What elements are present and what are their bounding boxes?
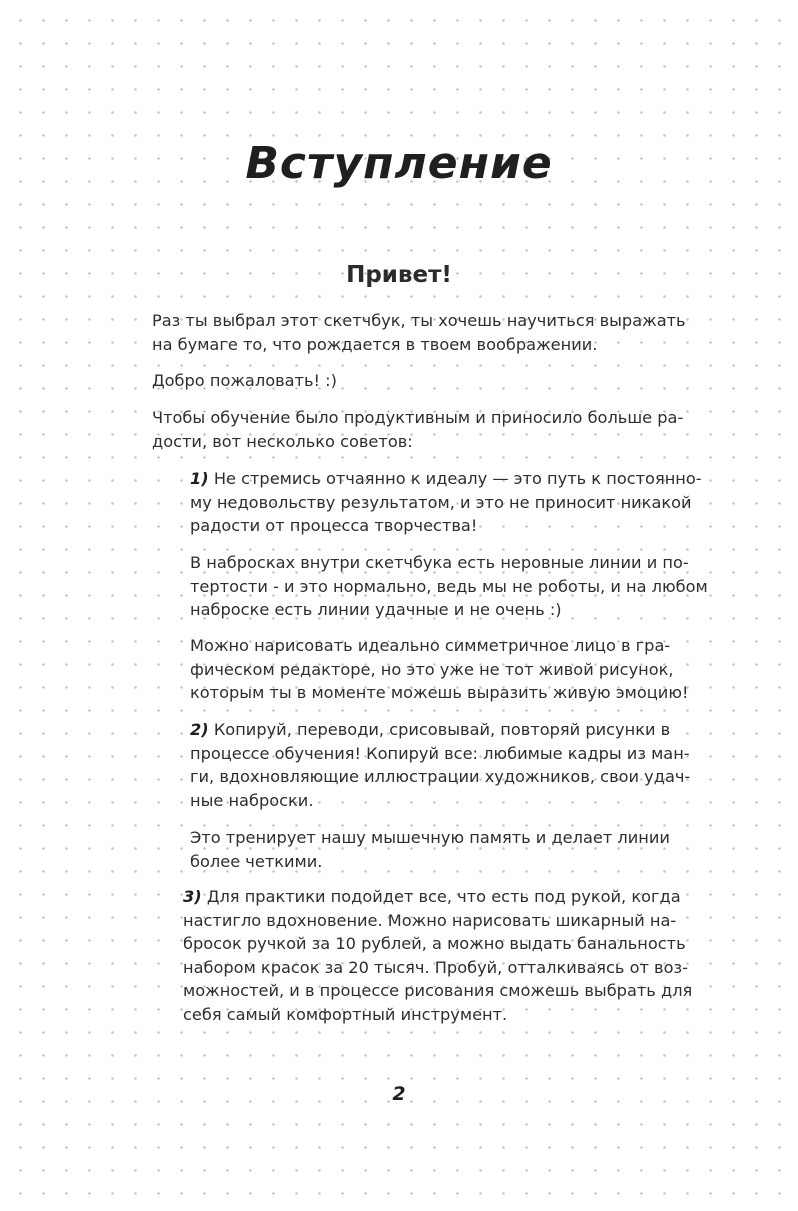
- text-line: Добро пожаловать! :): [152, 371, 337, 390]
- text-line: [190, 718, 690, 742]
- text-line: дости, вот несколько советов:: [152, 431, 413, 451]
- text-line: Чтобы обучение было продуктивным и приносило больше ра-: [152, 408, 684, 427]
- intro-paragraph-1: [152, 309, 686, 356]
- tip-2-number: 2): [190, 720, 209, 739]
- text-line: В набросках внутри скетчбука есть неровные линии и по-: [190, 553, 689, 572]
- text-line: радости от процесса творчества!: [190, 516, 478, 535]
- tip-1-paragraph-1: [190, 467, 702, 538]
- tip-1-paragraph-2: [190, 551, 708, 622]
- intro-paragraph-3: [152, 406, 683, 453]
- page-number: 2: [392, 1083, 406, 1105]
- text-line: му недовольству результатом, и это не приносит никакой: [190, 492, 692, 512]
- text-line: [190, 467, 702, 491]
- text-line: Раз ты выбрал этот скетчбук, ты хочешь научиться выражать: [152, 311, 686, 330]
- text-line: фическом редакторе, но это уже не тот живой рисунок,: [190, 659, 674, 679]
- tip-3-text: Для практики подойдет все, что есть под рукой, когда: [201, 887, 681, 906]
- tip-1-paragraph-3: [190, 634, 688, 705]
- tip-2-text: Копируй, переводи, срисовывай, повторяй рисунки в: [208, 720, 671, 739]
- text-line: на бумаге то, что рождается в твоем воображении.: [152, 334, 598, 354]
- text-line: Это тренирует нашу мышечную память и делает линии: [190, 828, 670, 847]
- text-line: которым ты в моменте можешь выразить живую эмоцию!: [190, 683, 689, 702]
- text-line: ги, вдохновляющие иллюстрации художников, свои удач-: [190, 767, 691, 786]
- text-line: более четкими.: [190, 851, 323, 871]
- text-line: наброске есть линии удачные и не очень :): [190, 600, 562, 619]
- tip-3-paragraph-1: [183, 885, 692, 1026]
- tip-1-text: Не стремись отчаянно к идеалу — это путь к постоянно-: [208, 469, 702, 488]
- tip-2-paragraph-2: [190, 826, 670, 873]
- tip-3-number: 3): [183, 887, 202, 906]
- intro-paragraph-2: [152, 369, 337, 393]
- text-line: себя самый комфортный инструмент.: [183, 1004, 508, 1024]
- greeting-heading: Привет!: [346, 262, 452, 288]
- text-line: Можно нарисовать идеально симметричное лицо в гра-: [190, 636, 671, 655]
- text-line: бросок ручкой за 10 рублей, а можно выдать банальность: [183, 934, 686, 953]
- text-line: процессе обучения! Копируй все: любимые кадры из ман-: [190, 743, 690, 763]
- page-title: Вступление: [245, 138, 553, 189]
- text-line: набором красок за 20 тысяч. Пробуй, отталкиваясь от воз-: [183, 957, 688, 977]
- tip-1-number: 1): [190, 469, 209, 488]
- text-line: можностей, и в процессе рисования сможешь выбрать для: [183, 981, 693, 1000]
- text-line: настигло вдохновение. Можно нарисовать шикарный на-: [183, 910, 677, 930]
- text-line: [183, 885, 692, 909]
- tip-2-paragraph-1: [190, 718, 690, 812]
- text-line: тертости - и это нормально, ведь мы не роботы, и на любом: [190, 576, 708, 596]
- text-line: ные наброски.: [190, 790, 314, 810]
